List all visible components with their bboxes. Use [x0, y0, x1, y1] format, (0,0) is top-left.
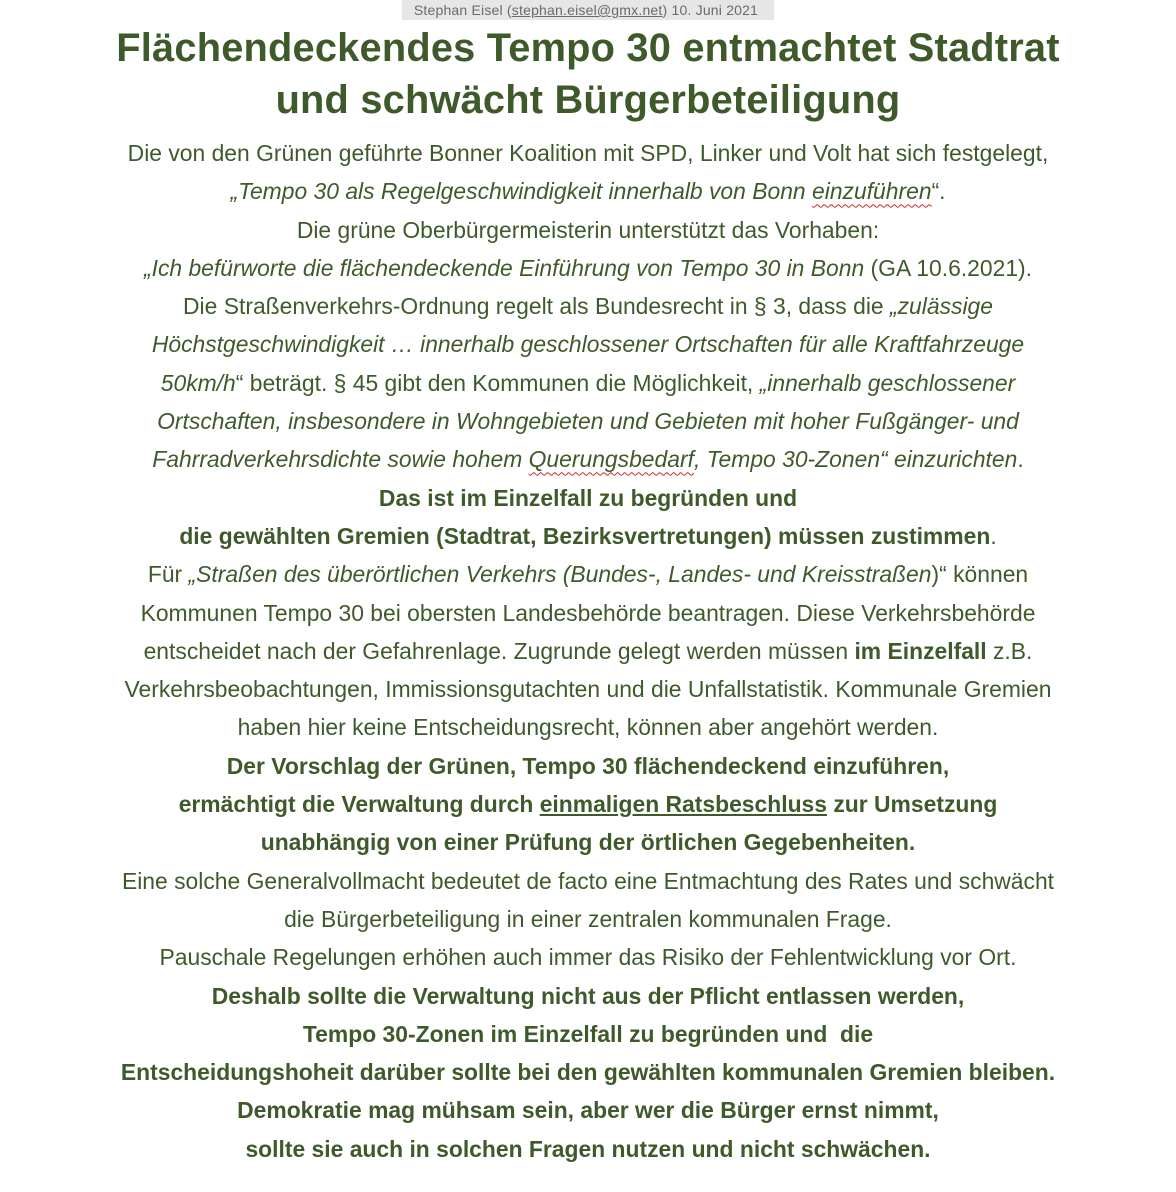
quote-text: „Straßen des überörtlichen Verkehrs (Bundes-, Landes- und Kreisstraßen	[188, 561, 932, 588]
body-line-bold: Deshalb sollte die Verwaltung nicht aus der Pflicht entlassen werden,	[211, 982, 965, 1009]
body-line	[0, 440, 1176, 478]
quote-text: „innerhalb geschlossener	[759, 369, 1016, 396]
body-text-span: .	[990, 522, 997, 549]
byline-date: ) 10. Juni 2021	[662, 2, 759, 18]
body-text-span: Die Straßenverkehrs-Ordnung regelt als Bundesrecht in § 3, dass die	[183, 293, 890, 320]
body-line: Eine solche Generalvollmacht bedeutet de facto eine Entmachtung des Rates und schwächt	[121, 867, 1055, 894]
body-line: haben hier keine Entscheidungsrecht, können aber angehört werden.	[237, 714, 939, 741]
quote-text: Fahrradverkehrsdichte sowie hohem	[152, 446, 529, 473]
body-line-bold: Demokratie mag mühsam sein, aber wer die Bürger ernst nimmt,	[237, 1097, 939, 1124]
body-line	[0, 517, 1176, 555]
quote-text: „Tempo 30 als Regelgeschwindigkeit innerhalb von Bonn	[230, 178, 813, 205]
quote-text: , Tempo 30-Zonen“ einzurichten	[693, 446, 1018, 473]
headline-line-2: und schwächt Bürgerbeteiligung	[275, 78, 901, 122]
body-text-span: )“ können	[931, 561, 1029, 588]
body-text-span: .	[1017, 446, 1024, 473]
body-line: die Bürgerbeteiligung in einer zentralen kommunalen Frage.	[284, 905, 892, 932]
body-line-bold: Das ist im Einzelfall zu begründen und	[378, 484, 798, 511]
body-line: Die von den Grünen geführte Bonner Koalition mit SPD, Linker und Volt hat sich festgelegt,	[127, 140, 1049, 166]
quote-text: „Ich befürworte die flächendeckende Einführung von Tempo 30 in Bonn	[143, 254, 865, 281]
body-line-bold: Entscheidungshoheit darüber sollte bei den gewählten kommunalen Gremien bleiben.	[120, 1059, 1056, 1086]
body-line-bold	[0, 785, 1176, 823]
body-line: Höchstgeschwindigkeit … innerhalb geschlossener Ortschaften für alle Kraftfahrzeuge	[151, 331, 1025, 358]
spellcheck-word: einzuführen	[812, 178, 932, 205]
byline-email-link[interactable]: stephan.eisel@gmx.net	[511, 2, 663, 18]
quote-end: “.	[931, 178, 946, 205]
body-line	[0, 287, 1176, 325]
bold-text: die gewählten Gremien (Stadtrat, Bezirksvertretungen) müssen zustimmen	[179, 522, 991, 549]
spellcheck-word: Querungsbedarf	[528, 446, 694, 473]
article-body	[0, 134, 1176, 1168]
bold-text: im Einzelfall	[854, 637, 987, 664]
bold-text: ermächtigt die Verwaltung durch	[178, 791, 540, 818]
body-text-span: entscheidet nach der Gefahrenlage. Zugrunde gelegt werden müssen	[143, 637, 855, 664]
body-line	[0, 555, 1176, 593]
bold-text: zur Umsetzung	[827, 791, 998, 818]
body-line: Verkehrsbeobachtungen, Immissionsgutachten und die Unfallstatistik. Kommunale Gremien	[124, 676, 1052, 703]
body-line	[0, 364, 1176, 402]
body-text-span: Für	[147, 561, 189, 588]
body-text-span: “ beträgt. § 45 gibt den Kommunen die Möglichkeit,	[235, 369, 760, 396]
body-line-bold: Der Vorschlag der Grünen, Tempo 30 flächendeckend einzuführen,	[226, 752, 950, 779]
body-line-quote-1	[0, 172, 1176, 210]
byline	[402, 0, 774, 20]
byline-author: Stephan Eisel (	[413, 2, 512, 18]
body-line-bold: unabhängig von einer Prüfung der örtlichen Gegebenheiten.	[260, 829, 916, 856]
body-line: Die grüne Oberbürgermeisterin unterstützt das Vorhaben:	[296, 216, 880, 243]
headline-line-1: Flächendeckendes Tempo 30 entmachtet Stadtrat	[116, 26, 1060, 70]
quote-source: (GA 10.6.2021).	[864, 254, 1033, 281]
body-line: Pauschale Regelungen erhöhen auch immer das Risiko der Fehlentwicklung vor Ort.	[159, 944, 1017, 971]
quote-text: 50km/h	[160, 369, 236, 396]
body-line: Ortschaften, insbesondere in Wohngebieten und Gebieten mit hoher Fußgänger- und	[157, 408, 1019, 435]
quote-text: „zulässige	[889, 293, 993, 320]
body-line-bold: sollte sie auch in solchen Fragen nutzen und nicht schwächen.	[245, 1135, 931, 1162]
body-line: Kommunen Tempo 30 bei obersten Landesbehörde beantragen. Diese Verkehrsbehörde	[140, 599, 1036, 626]
body-line	[0, 632, 1176, 670]
body-line-quote-2	[0, 249, 1176, 287]
body-text-span: z.B.	[986, 637, 1033, 664]
headline	[0, 22, 1176, 126]
body-line-bold: Tempo 30-Zonen im Einzelfall zu begründen und die	[302, 1020, 874, 1047]
underlined-text: einmaligen Ratsbeschluss	[539, 791, 827, 818]
